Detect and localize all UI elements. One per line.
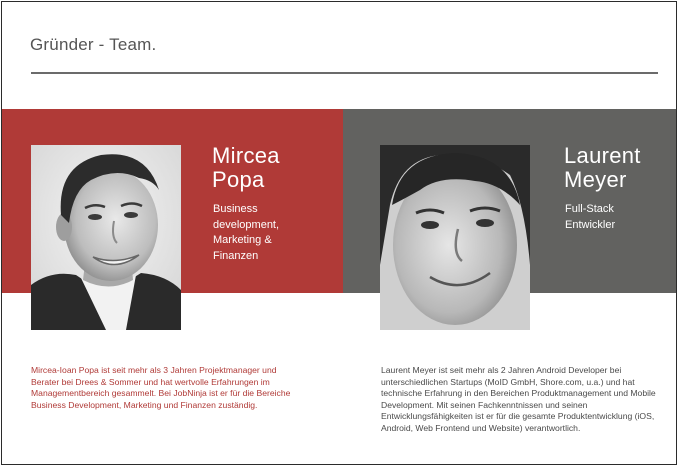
page-frame xyxy=(1,1,677,465)
founder-2-name xyxy=(564,144,641,192)
founder-1-role-line: Business xyxy=(213,203,258,215)
founder-1-role xyxy=(213,202,313,264)
founder-1-photo xyxy=(31,145,181,330)
founder-2-role-line: Full-Stack xyxy=(565,203,614,215)
page-title: Gründer - Team. xyxy=(30,35,157,54)
founder-1-role-line: Marketing & xyxy=(213,234,272,246)
founder-1-last-name: Popa xyxy=(212,167,265,192)
founder-1-name xyxy=(212,144,280,192)
founder-1-role-line: development, xyxy=(213,218,280,231)
founder-2-role xyxy=(565,202,665,233)
founder-1-bio: Mircea-Ioan Popa ist seit mehr als 3 Jahren Projektmanager und Berater bei Drees & Sommer und hat wertvolle Erfahrungen im Managementbereich gesammelt. Bei JobNinja ist er für die Bereiche Business Development, Marketing und Finanzen zuständig. xyxy=(31,365,291,410)
founder-1-role-line: Finanzen xyxy=(213,249,259,262)
founder-2-first-name: Laurent xyxy=(564,143,641,168)
founder-2-last-name: Meyer xyxy=(564,167,627,192)
founder-2-bio: Laurent Meyer ist seit mehr als 2 Jahren Android Developer bei unterschiedlichen Startups (MoID GmbH, Shore.com, u.a.) und hat technische Erfahrung in den Bereichen Produktmanagement und Mobile Development. Mit seinen Fachkenntnissen und seinen Entwicklungsfähigkeiten ist er für die gesamte Produktentwicklung (iOS, Android, Web Frontend und Website) verantwortlich. xyxy=(381,365,656,433)
founder-2-role-line: Entwickler xyxy=(565,218,616,231)
founder-1-first-name: Mircea xyxy=(212,143,280,168)
title-divider xyxy=(31,72,658,74)
founder-2-photo xyxy=(380,145,530,330)
